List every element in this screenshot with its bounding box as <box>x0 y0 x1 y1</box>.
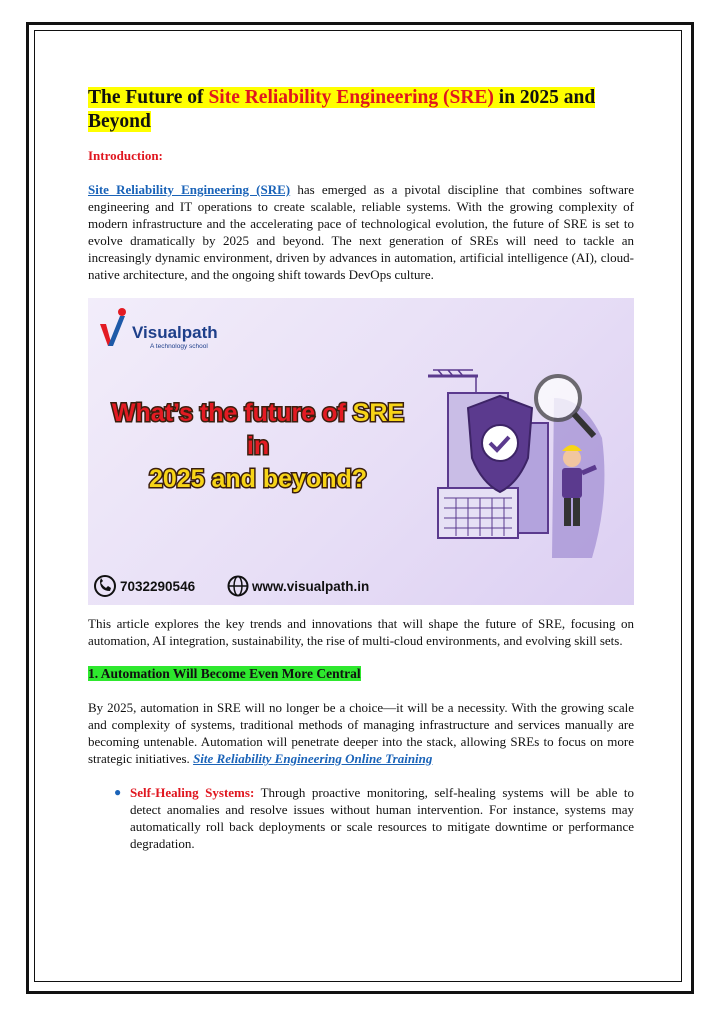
introduction-label: Introduction: <box>88 148 163 163</box>
brand-name: Visualpath <box>132 323 218 342</box>
intro-text: has emerged as a pivotal discipline that combines software engineering and IT operations to create scalable, reliable systems. With the growing complexity of modern infrastructure and the accelerating pace of technological evolution, the future of SRE is set to evolve dramatically by 2025 and beyond. The next generation of SREs will need to tackle an increasingly dynamic environment, driven by advances in automation, artificial intelligence (AI), cloud-native architecture, and the ongoing shift towards DevOps culture. <box>88 182 635 282</box>
section1-heading-text: 1. Automation Will Become Even More Central <box>88 666 361 681</box>
headline-line2: in <box>246 432 270 460</box>
bullet-term: Self-Healing Systems: <box>130 785 255 800</box>
banner-image <box>88 298 634 605</box>
document-body <box>88 86 634 852</box>
section1-text: By 2025, automation in SRE will no longer be a choice—it will be a necessity. With the growing scale and complexity of systems, traditional methods of managing infrastructure and services manually are becoming untenable. Automation will penetrate deeper into the stack, allowing SREs to focus on more strategic initiatives. <box>88 700 634 766</box>
page-title <box>88 86 634 134</box>
title-part1: The Future of <box>88 87 209 108</box>
title-highlight <box>88 87 595 132</box>
brand-tagline: A technology school <box>150 343 208 350</box>
section1-bullet-list <box>88 784 634 852</box>
sre-link[interactable]: Site Reliability Engineering (SRE) <box>88 182 291 197</box>
banner-phone: 7032290546 <box>120 579 196 594</box>
intro-paragraph <box>88 181 634 283</box>
sre-illustration <box>428 370 604 558</box>
banner-headline <box>112 399 404 493</box>
headline-line3: 2025 and beyond? <box>148 465 368 493</box>
list-item <box>114 784 635 852</box>
bullet-icon: ● <box>114 785 122 799</box>
magnifier-icon <box>536 376 580 420</box>
title-part3: in 2025 and Beyond <box>88 87 596 132</box>
sre-training-link[interactable]: Site Reliability Engineering Online Training <box>193 751 433 766</box>
section1-heading <box>88 666 634 682</box>
bullet-text: Through proactive monitoring, self-healing systems will be able to detect anomalies and resolve issues without human intervention. For instance, systems may automatically roll back deployments or scale resources to mitigate downtime or performance degradation. <box>130 785 635 851</box>
banner-contacts <box>95 576 369 596</box>
section1-paragraph <box>88 699 634 767</box>
title-accent: Site Reliability Engineering (SRE) <box>208 87 494 108</box>
article-intro-paragraph: This article explores the key trends and innovations that will shape the future of SRE, focusing on automation, AI integration, sustainability, the rise of multi-cloud environments, and evolving skill sets. <box>88 616 634 648</box>
phone-icon <box>95 576 115 596</box>
banner-website: www.visualpath.in <box>252 579 370 594</box>
headline-line1: What’s the future of SRE <box>111 399 405 427</box>
banner-graphic <box>88 298 634 605</box>
visualpath-logo <box>100 308 218 350</box>
